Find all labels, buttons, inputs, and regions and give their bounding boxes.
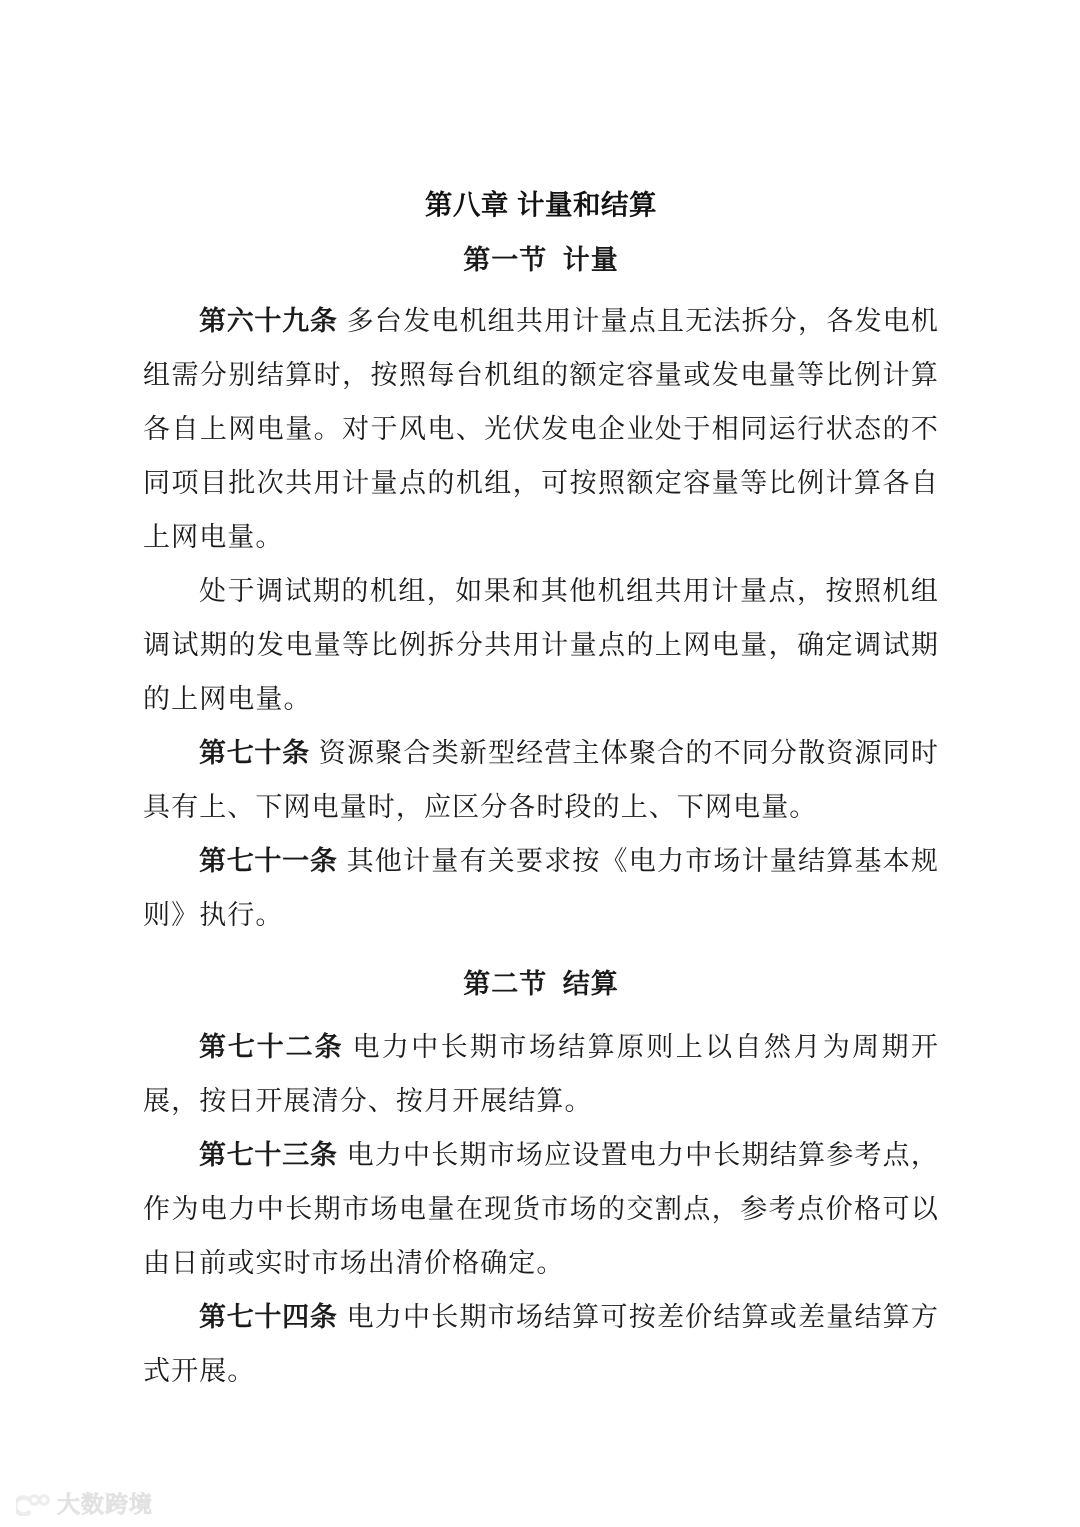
article-paragraph (143, 294, 939, 564)
article-text: 电力中长期市场应设置电力中长期结算参考点，作为电力中长期市场电量在现货市场的交割点，参考点价格可以由日前或实时市场出清价格确定。 (143, 1140, 939, 1278)
article-text: 电力中长期市场结算可按差价结算或差量结算方式开展。 (143, 1302, 939, 1386)
article-number: 第七十四条 (199, 1302, 338, 1332)
article-number: 第七十三条 (199, 1140, 338, 1170)
article-paragraph (143, 726, 939, 834)
article-number: 第七十二条 (199, 1032, 344, 1062)
article-text: 资源聚合类新型经营主体聚合的不同分散资源同时具有上、下网电量时，应区分各时段的上、下网电量。 (143, 738, 940, 822)
article-text: 其他计量有关要求按《电力市场计量结算基本规则》执行。 (143, 846, 939, 930)
section-heading-1: 第一节 计量 (463, 245, 619, 275)
dashu-kuajing-logo-icon (16, 1492, 50, 1516)
watermark-text: 大数跨境 (57, 1491, 153, 1517)
article-number: 第七十条 (199, 738, 310, 768)
article-text: 电力中长期市场结算原则上以自然月为周期开展，按日开展清分、按月开展结算。 (143, 1032, 940, 1116)
article-paragraph (143, 1128, 939, 1290)
article-paragraph (143, 834, 939, 942)
article-number: 第六十九条 (199, 306, 338, 336)
article-paragraph (143, 564, 939, 726)
article-number: 第七十一条 (199, 846, 338, 876)
article-text: 多台发电机组共用计量点且无法拆分，各发电机组需分别结算时，按照每台机组的额定容量或发电量等比例计算各自上网电量。对于风电、光伏发电企业处于相同运行状态的不同项目批次共用计量点的机组，可按照额定容量等比例计算各自上网电量。 (143, 306, 939, 552)
article-paragraph (143, 1290, 939, 1398)
section-heading-2: 第二节 结算 (463, 969, 619, 999)
article-text: 处于调试期的机组，如果和其他机组共用计量点，按照机组调试期的发电量等比例拆分共用计量点的上网电量，确定调试期的上网电量。 (143, 576, 939, 714)
chapter-title: 第八章 计量和结算 (424, 189, 658, 220)
watermark (16, 1487, 153, 1521)
document-content (143, 186, 939, 1398)
article-paragraph (143, 1020, 939, 1128)
